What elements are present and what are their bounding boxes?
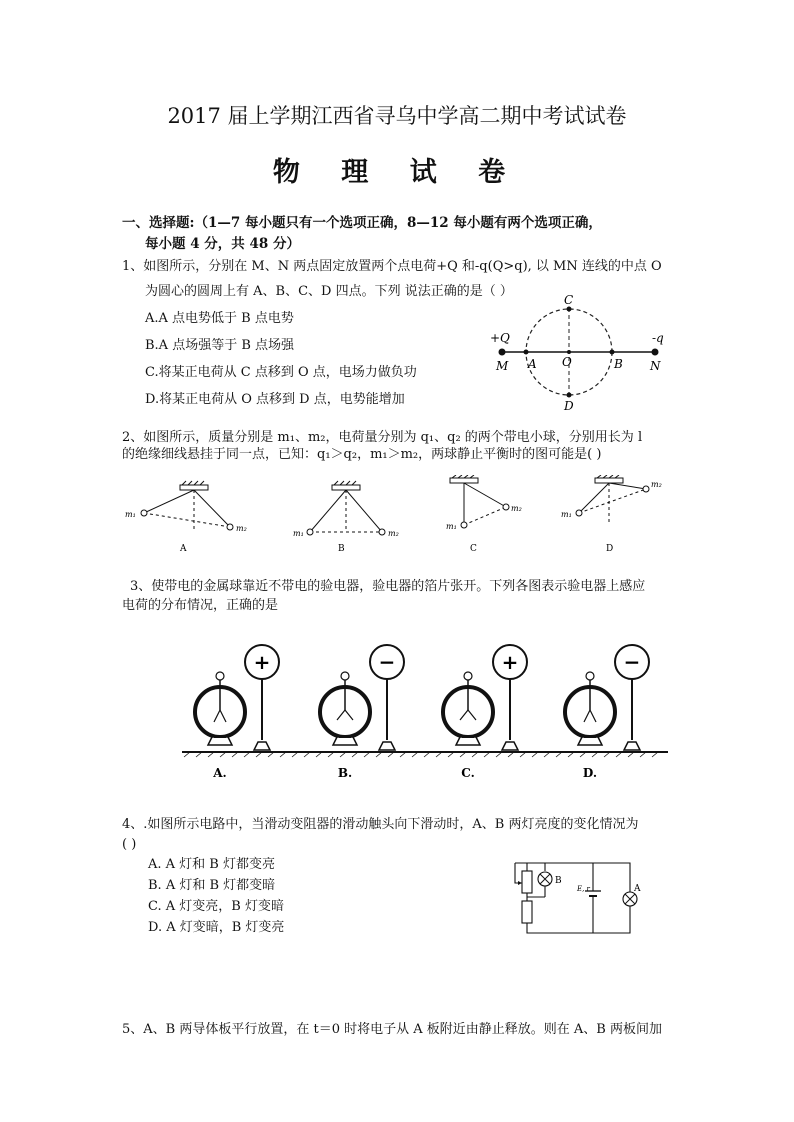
q1-option-d: D.将某正电荷从 O 点移到 D 点，电势能增加 [145, 392, 405, 407]
section1-heading: 一、选择题:（1—7 每小题只有一个选项正确，8—12 每小题有两个选项正确， [122, 215, 602, 231]
q3-fig-b [320, 645, 404, 780]
q1-label-A: A [528, 357, 537, 371]
q4-lamp-b-label: B [555, 876, 562, 886]
q4-circuit-figure [505, 855, 645, 940]
q3-fig-a [195, 645, 279, 780]
q1-stem: 1、如图所示，分别在 M、N 两点固定放置两个点电荷+Q 和-q(Q>q), 以 MN 连线的中点 O [122, 259, 662, 274]
q3-fig-c [443, 645, 527, 780]
paper-subtitle: 物 理 试 卷 [272, 157, 522, 188]
q1-label-C: C [564, 293, 574, 307]
q4-source-label: E, r [577, 885, 590, 893]
q1-label-M: M [496, 359, 509, 373]
q1-label-minusq: -q [652, 331, 664, 345]
q4-lamp-a-label: A [634, 884, 641, 894]
q2-label-a: A [180, 544, 187, 554]
q4-option-b: B. A 灯和 B 灯都变暗 [148, 878, 276, 893]
exam-title: 2017 届上学期江西省寻乌中学高二期中考试试卷 [167, 104, 627, 128]
q3-label-c: C. [461, 766, 475, 780]
q5-stem: 5、A、B 两导体板平行放置，在 t＝0 时将电子从 A 板附近由静止释放。则在 A、B 两板间加 [122, 1022, 662, 1037]
q4-stem: 4、.如图所示电路中，当滑动变阻器的滑动触头向下滑动时，A、B 两灯亮度的变化情况为 [122, 817, 639, 832]
q2c-m2: m₂ [511, 504, 522, 513]
q2-pendulum-figures [120, 475, 680, 560]
q2c-m1: m₁ [446, 522, 457, 531]
q3a-sign: + [253, 650, 271, 674]
q3-electroscope-figures [180, 640, 670, 785]
q4-option-a: A. A 灯和 B 灯都变亮 [148, 857, 275, 872]
q2b-m1: m₁ [293, 529, 304, 538]
q2-label-c: C [470, 544, 477, 554]
q3-stem-cont: 电荷的分布情况，正确的是 [122, 598, 279, 613]
q2a-m2: m₂ [236, 524, 247, 533]
q2b-m2: m₂ [388, 529, 399, 538]
q3-stem: 3、使带电的金属球靠近不带电的验电器，验电器的箔片张开。下列各图表示验电器上感应 [130, 579, 646, 594]
q2d-m2: m₂ [651, 480, 662, 489]
q1-label-D: D [564, 399, 574, 410]
section1-heading-cont: 每小题 4 分，共 48 分） [145, 236, 300, 252]
q3-label-a: A. [213, 766, 227, 780]
q3-label-d: D. [582, 766, 598, 780]
q2a-m1: m₁ [125, 510, 136, 519]
q1-label-O: O [562, 355, 572, 369]
q1-charge-circle-figure [480, 290, 680, 410]
q2-fig-c [446, 475, 522, 554]
q1-stem-cont: 为圆心的圆周上有 A、B、C、D 四点。下列 说法正确的是（ ） [145, 284, 513, 299]
q3-label-b: B. [337, 766, 353, 780]
q2-fig-b [293, 481, 399, 554]
q1-label-N: N [650, 359, 661, 373]
q1-label-B: B [614, 357, 623, 371]
q3b-sign: − [378, 650, 396, 674]
q2-fig-d [561, 475, 662, 554]
q1-option-c: C.将某正电荷从 C 点移到 O 点，电场力做负功 [145, 365, 417, 380]
q3c-sign: + [501, 650, 519, 674]
q2-stem-cont: 的绝缘细线悬挂于同一点，已知：q₁＞q₂，m₁＞m₂，两球静止平衡时的图可能是( ) [122, 447, 602, 462]
q4-option-c: C. A 灯变亮，B 灯变暗 [148, 899, 284, 914]
q2-label-d: D [606, 544, 614, 554]
q1-option-b: B.A 点场强等于 B 点场强 [145, 338, 295, 353]
q1-option-a: A.A 点电势低于 B 点电势 [145, 311, 294, 326]
q2-fig-a [125, 481, 247, 554]
q2-stem: 2、如图所示，质量分别是 m₁、m₂，电荷量分别为 q₁、q₂ 的两个带电小球，分别用长为 l [122, 430, 643, 445]
q4-option-d: D. A 灯变暗，B 灯变亮 [148, 920, 285, 935]
q3d-sign: − [623, 650, 641, 674]
q2d-m1: m₁ [561, 510, 572, 519]
q1-label-plusQ: +Q [490, 331, 510, 345]
q2-label-b: B [338, 544, 345, 554]
q4-stem-cont: ( ) [122, 837, 137, 852]
q3-fig-d [565, 645, 649, 780]
